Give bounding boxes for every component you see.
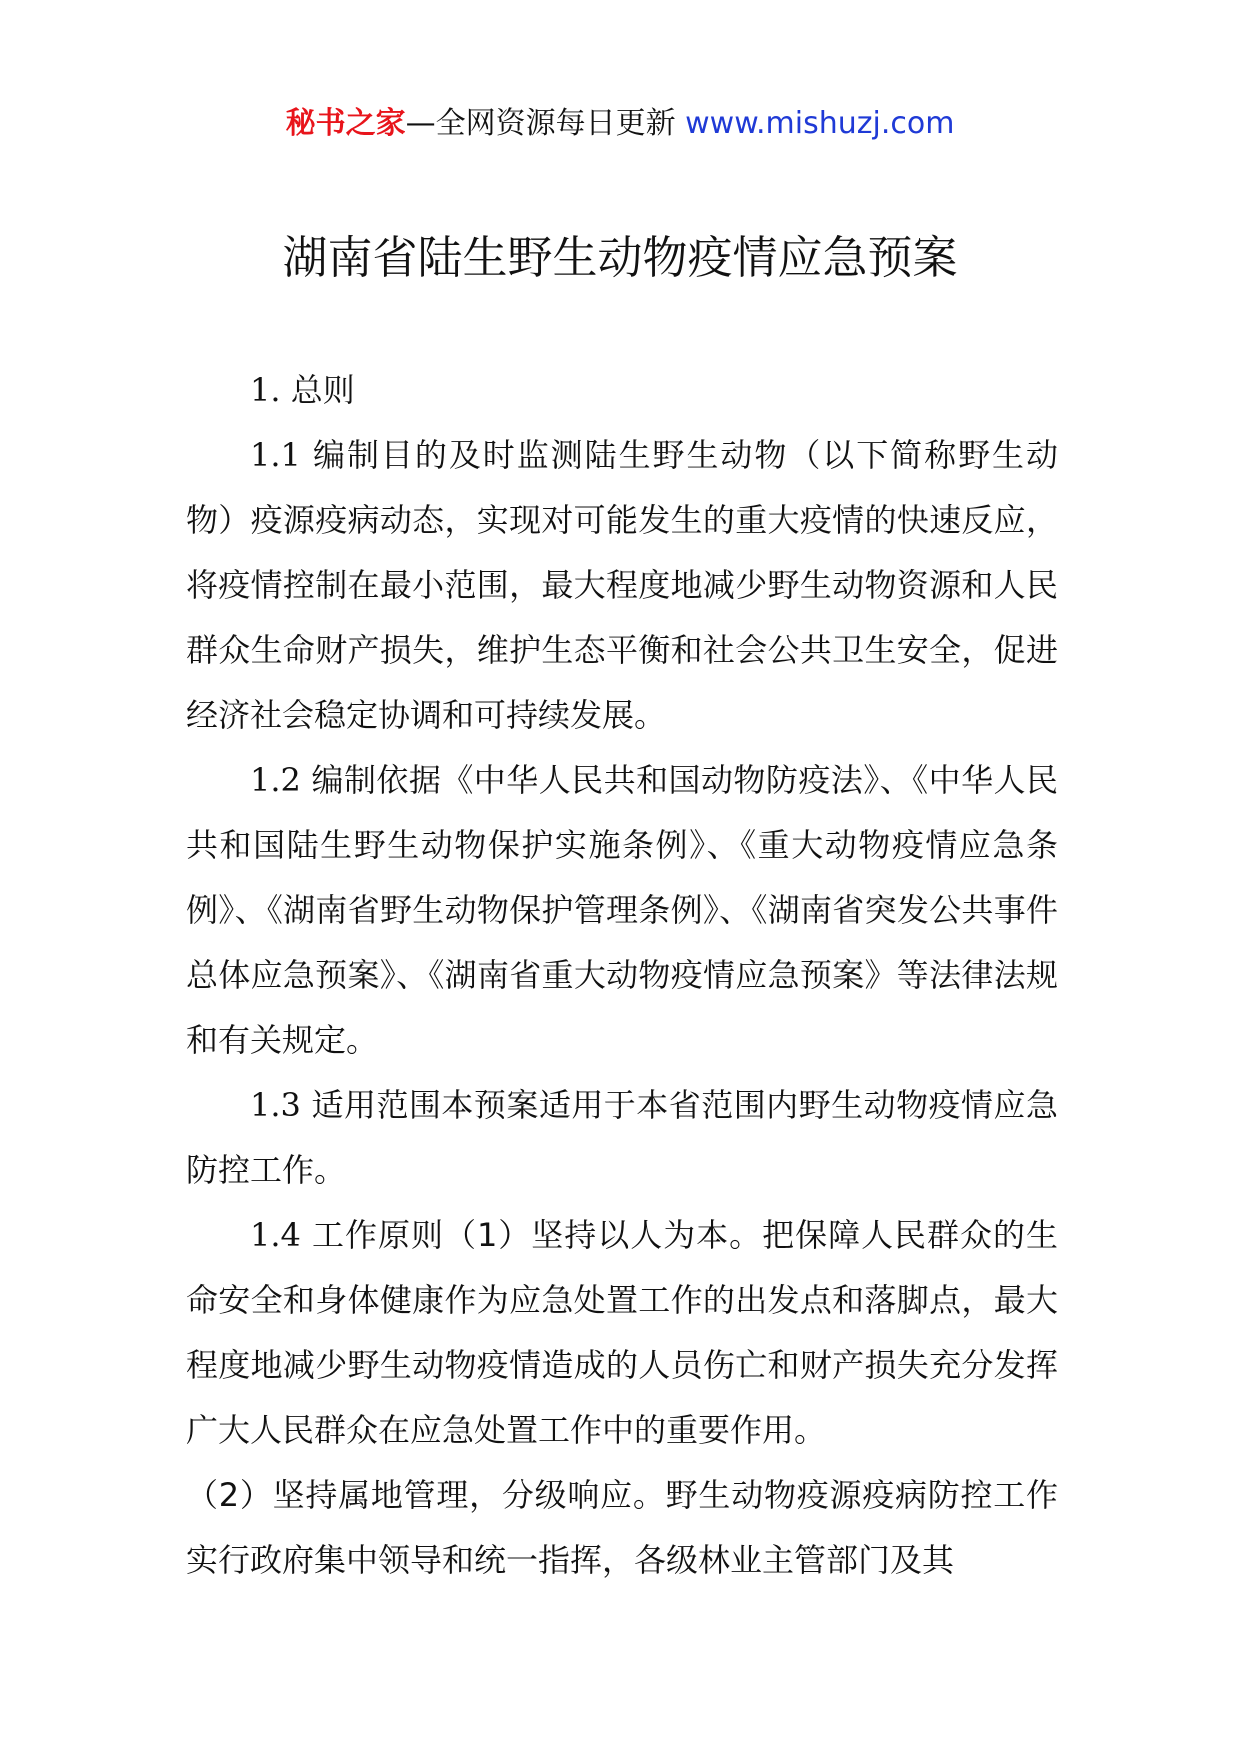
paragraph-number: 1.3 bbox=[250, 1086, 301, 1124]
paragraph-text: 适用范围本预案适用于本省范围内野生动物疫情应急防控工作。 bbox=[186, 1086, 1058, 1189]
site-tagline: —全网资源每日更新 bbox=[405, 106, 676, 141]
paragraph-text: 编制依据《中华人民共和国动物防疫法》、《中华人民共和国陆生野生动物保护实施条例》、《重大动物疫情应急条例》、《湖南省野生动物保护管理条例》、《湖南省突发公共事件总体应急预案》、《湖南省重大动物疫情应急预案》等法律法规和有关规定。 bbox=[186, 761, 1058, 1059]
site-brand: 秘书之家 bbox=[285, 106, 406, 141]
section-heading-general bbox=[186, 358, 1058, 423]
paragraph-text: （2）坚持属地管理，分级响应。野生动物疫源疫病防控工作实行政府集中领导和统一指挥，各级林业主管部门及其 bbox=[186, 1476, 1058, 1579]
paragraph-purpose bbox=[186, 423, 1058, 748]
paragraph-number: 1.4 bbox=[250, 1216, 301, 1254]
paragraph-principles-continued bbox=[186, 1463, 1058, 1593]
document-body bbox=[186, 358, 1058, 1593]
paragraph-basis bbox=[186, 748, 1058, 1073]
paragraph-scope bbox=[186, 1073, 1058, 1203]
document-title: 湖南省陆生野生动物疫情应急预案 bbox=[282, 231, 958, 284]
paragraph-number: 1.1 bbox=[250, 436, 301, 474]
paragraph-text: 工作原则（1）坚持以人为本。把保障人民群众的生命安全和身体健康作为应急处置工作的出发点和落脚点，最大程度地减少野生动物疫情造成的人员伤亡和财产损失充分发挥广大人民群众在应急处置工作中的重要作用。 bbox=[186, 1216, 1058, 1449]
site-header bbox=[0, 100, 1240, 148]
section-number: 1. bbox=[250, 371, 281, 409]
site-url-link[interactable]: www.mishuzj.com bbox=[685, 106, 955, 141]
paragraph-number: 1.2 bbox=[250, 761, 301, 799]
section-heading-text: 总则 bbox=[280, 371, 355, 409]
paragraph-text: 编制目的及时监测陆生野生动物（以下简称野生动物）疫源疫病动态，实现对可能发生的重大疫情的快速反应，将疫情控制在最小范围，最大程度地减少野生动物资源和人民群众生命财产损失，维护生态平衡和社会公共卫生安全，促进经济社会稳定协调和可持续发展。 bbox=[186, 436, 1058, 734]
paragraph-principles bbox=[186, 1203, 1058, 1463]
